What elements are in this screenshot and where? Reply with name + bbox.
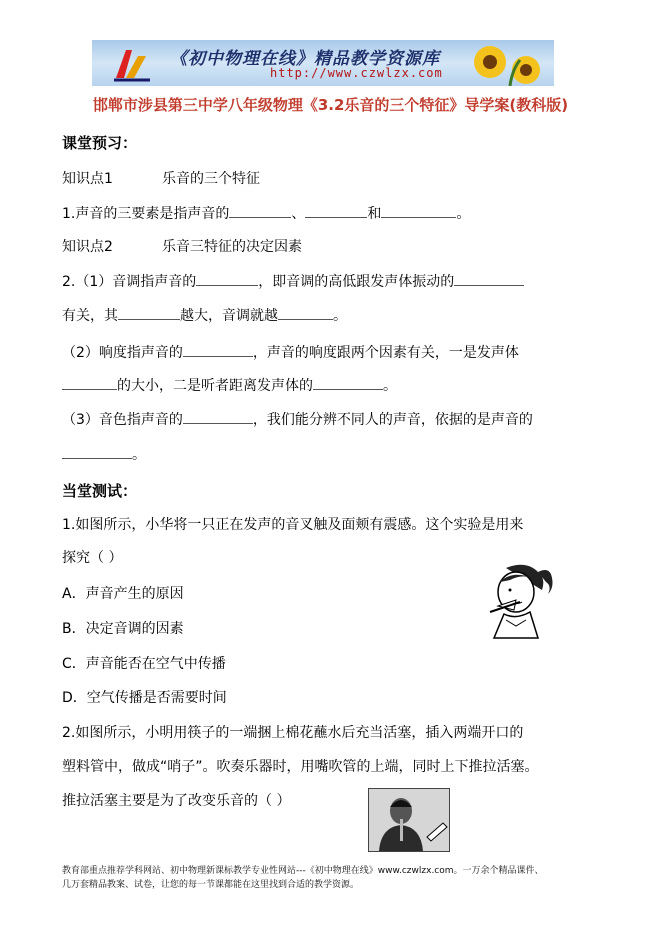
- answer-blank[interactable]: [229, 205, 291, 218]
- answer-blank[interactable]: [381, 205, 456, 218]
- answer-blank[interactable]: [62, 377, 117, 390]
- knowledge-point-1: [62, 168, 260, 188]
- q2-2-text-a: （2）响度指声音的: [62, 345, 183, 361]
- answer-blank[interactable]: [305, 205, 367, 218]
- footer-line-1: 教育部重点推荐学科网站、初中物理新课标教学专业性网站---《初中物理在线》www.czwlzx.com。一万余个精品课件、: [62, 866, 544, 876]
- test-question-2-line-1: 2.如图所示，小明用筷子的一端捆上棉花蘸水后充当活塞，插入两端开口的: [62, 725, 524, 741]
- site-logo-icon: [112, 46, 152, 82]
- answer-blank[interactable]: [454, 273, 524, 286]
- answer-blank[interactable]: [62, 446, 132, 459]
- q2-1-text-e: 。: [333, 308, 347, 324]
- q1-text-b: 、: [291, 206, 306, 222]
- q2-2-text-d: 。: [383, 378, 397, 394]
- option-b[interactable]: B．决定音调的因素: [62, 621, 184, 637]
- q2-3-text-b: ，我们能分辨不同人的声音，依据的是声音的: [252, 412, 533, 428]
- whistle-photo: [368, 788, 450, 852]
- q2-1-text-d: 越大，音调就越: [180, 308, 278, 324]
- test-question-1-line-2: 探究（ ）: [62, 550, 123, 566]
- section-heading-test: 当堂测试：: [62, 482, 138, 500]
- q2-1-text-b: ，即音调的高低跟发声体振动的: [258, 274, 455, 290]
- page-footer: [62, 864, 602, 892]
- answer-blank[interactable]: [183, 411, 253, 424]
- option-c[interactable]: C．声音能否在空气中传播: [62, 656, 226, 672]
- page-title: 邯郸市涉县第三中学八年级物理《3.2乐音的三个特征》导学案(教科版): [92, 96, 569, 114]
- q2-1-text-a: 2.（1）音调指声音的: [62, 274, 197, 290]
- q2-3-text-a: （3）音色指声音的: [62, 412, 183, 428]
- option-d[interactable]: D．空气传播是否需要时间: [62, 690, 227, 706]
- banner-title: 《初中物理在线》精品教学资源库: [170, 49, 440, 69]
- footer-line-2: 几万套精品教案、试卷，让您的每一节课都能在这里找到合适的教学资源。: [62, 880, 360, 890]
- question-2-2-line-2: [62, 375, 397, 395]
- q2-1-text-c: 有关，其: [62, 308, 118, 324]
- answer-blank[interactable]: [196, 273, 258, 286]
- test-question-1-line-1: 1.如图所示，小华将一只正在发声的音叉触及面颊有震感。这个实验是用来: [62, 517, 524, 533]
- answer-blank[interactable]: [183, 344, 253, 357]
- answer-blank[interactable]: [313, 377, 383, 390]
- question-2-2-line-1: [62, 342, 519, 362]
- kp1-title: 乐音的三个特征: [162, 171, 260, 187]
- q1-text-c: 和: [367, 206, 382, 222]
- banner-url: http://www.czwlzx.com: [270, 66, 443, 80]
- test-question-2-line-2: 塑料管中，做成“哨子”。吹奏乐器时，用嘴吹管的上端，同时上下推拉活塞。: [62, 759, 539, 775]
- header-banner: [92, 40, 554, 86]
- answer-blank[interactable]: [278, 307, 333, 320]
- sunflower-icon: [460, 40, 550, 86]
- tuning-fork-face-illustration: [476, 560, 556, 640]
- answer-blank[interactable]: [118, 307, 180, 320]
- kp2-title: 乐音三特征的决定因素: [162, 239, 302, 255]
- kp2-label: 知识点2: [62, 239, 113, 255]
- test-question-2-line-3: 推拉活塞主要是为了改变乐音的（ ）: [62, 793, 291, 809]
- q2-3-text-c: 。: [132, 447, 146, 463]
- question-2-1-line-1: [62, 271, 524, 291]
- q2-2-text-c: 的大小，二是听者距离发声体的: [117, 378, 313, 394]
- q1-text-a: 1.声音的三要素是指声音的: [62, 206, 230, 222]
- question-2-3-line-2: [62, 444, 146, 464]
- question-2-3-line-1: [62, 409, 533, 429]
- option-a[interactable]: A．声音产生的原因: [62, 586, 184, 602]
- kp1-label: 知识点1: [62, 171, 113, 187]
- boy-whistle-icon: [369, 789, 449, 851]
- question-2-1-line-2: [62, 305, 347, 325]
- q1-text-d: 。: [456, 206, 471, 222]
- question-1: [62, 203, 470, 223]
- q2-2-text-b: ，声音的响度跟两个因素有关，一是发声体: [252, 345, 519, 361]
- section-heading-preview: 课堂预习：: [62, 134, 138, 152]
- knowledge-point-2: [62, 236, 302, 256]
